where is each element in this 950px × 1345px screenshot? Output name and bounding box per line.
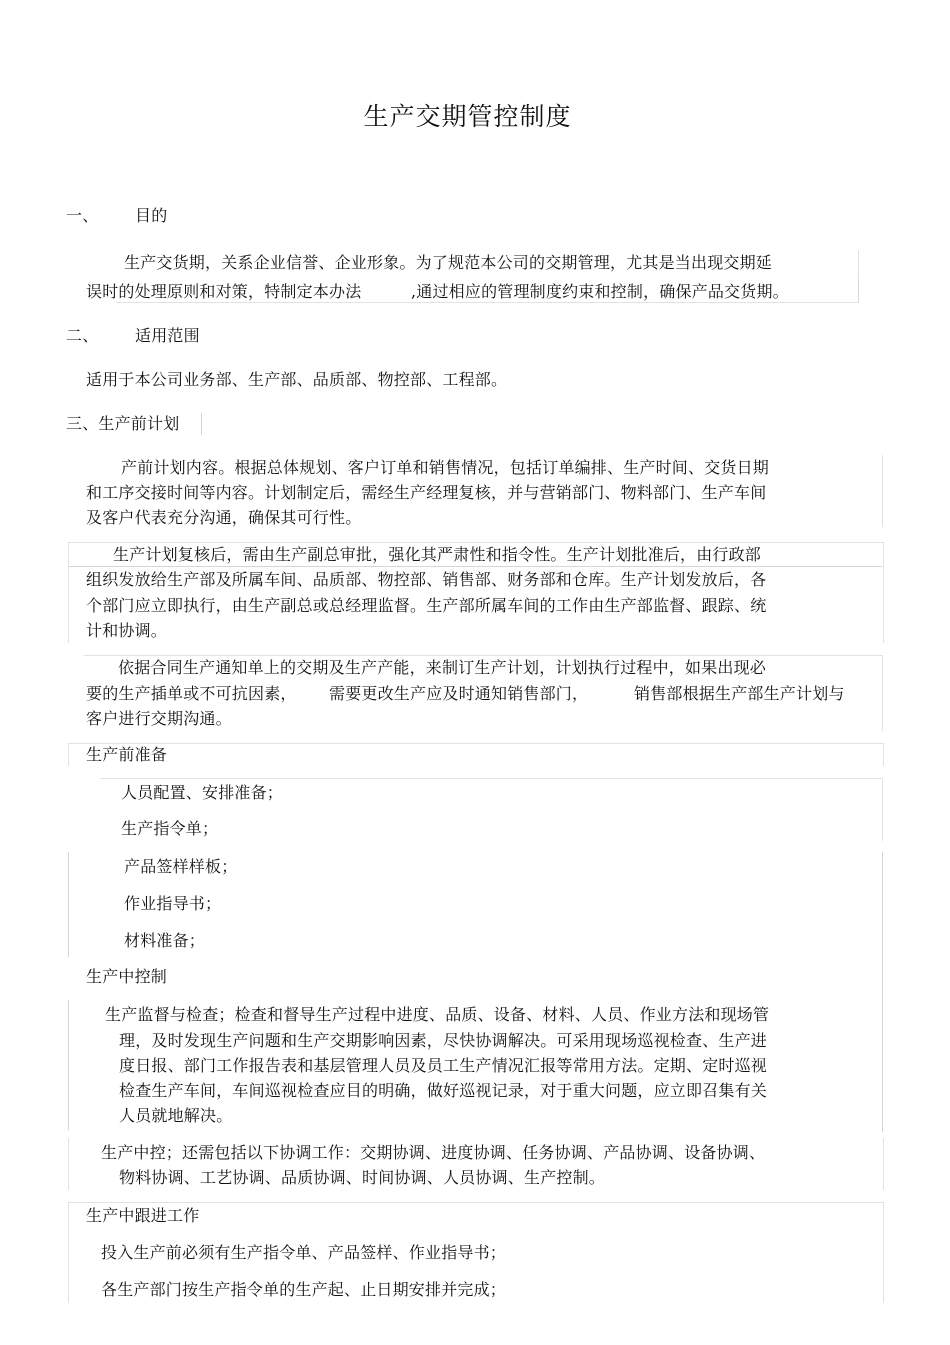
section-3-title: 三、生产前计划 xyxy=(66,414,180,433)
follow-title: 生产中跟进工作 xyxy=(86,1206,200,1225)
prep-item: 材料准备； xyxy=(124,931,206,950)
follow-item: 投入生产前必须有生产指令单、产品签样、作业指导书； xyxy=(101,1243,507,1262)
control-p2-line-1: 生产中控；还需包括以下协调工作：交期协调、进度协调、任务协调、产品协调、设备协调、 xyxy=(101,1143,766,1162)
control-p1-line-1: 生产监督与检查；检查和督导生产过程中进度、品质、设备、材料、人员、作业方法和现场管 xyxy=(105,1005,770,1024)
plan-p1-line-1: 产前计划内容。根据总体规划、客户订单和销售情况，包括订单编排、生产时间、交货日期 xyxy=(121,458,770,477)
control-p1-line-5: 人员就地解决。 xyxy=(119,1106,233,1125)
frame-prep xyxy=(68,743,884,766)
frame-line xyxy=(882,852,883,1132)
plan-p3-line-2b: 需要更改生产应及时通知销售部门， xyxy=(329,684,589,703)
plan-p1-line-2: 和工序交接时间等内容。计划制定后，需经生产经理复核，并与营销部门、物料部门、生产车间 xyxy=(86,483,767,502)
plan-p3-line-2c: 销售部根据生产部生产计划与 xyxy=(634,684,845,703)
plan-p2-line-1: 生产计划复核后，需由生产副总审批，强化其严肃性和指令性。生产计划批准后，由行政部 xyxy=(113,545,762,564)
purpose-line-1: 生产交货期，关系企业信誉、企业形象。为了规范本公司的交期管理，尤其是当出现交期延 xyxy=(124,253,773,272)
control-title: 生产中控制 xyxy=(86,967,168,986)
control-p1-line-3: 度日报、部门工作报告表和基层管理人员及员工生产情况汇报等常用方法。定期、定时巡视 xyxy=(119,1056,768,1075)
document-title: 生产交期管控制度 xyxy=(363,102,572,131)
purpose-line-2b: ,通过相应的管理制度约束和控制，确保产品交货期。 xyxy=(411,282,789,301)
section-1-number: 一、 xyxy=(66,206,99,225)
frame-line xyxy=(858,278,859,302)
plan-p2-line-3: 个部门应立即执行，由生产副总或总经理监督。生产部所属车间的工作由生产部监督、跟踪、统 xyxy=(86,596,767,615)
prep-item: 产品签样样板； xyxy=(124,857,238,876)
scope-text: 适用于本公司业务部、生产部、品质部、物控部、工程部。 xyxy=(86,370,508,389)
frame-line xyxy=(68,1000,69,1130)
follow-item: 各生产部门按生产指令单的生产起、止日期安排并完成； xyxy=(101,1280,507,1299)
frame-line xyxy=(68,852,69,957)
control-p1-line-4: 检查生产车间，车间巡视检查应目的明确，做好巡视记录，对于重大问题，应立即召集有关 xyxy=(119,1081,768,1100)
frame-line xyxy=(68,566,882,567)
control-p2-line-2: 物料协调、工艺协调、品质协调、时间协调、人员协调、生产控制。 xyxy=(119,1168,606,1187)
section-2-title: 适用范围 xyxy=(135,326,200,345)
control-p1-line-2: 理，及时发现生产问题和生产交期影响因素，尽快协调解决。可采用现场巡视检查、生产进 xyxy=(119,1031,768,1050)
frame-line xyxy=(201,413,202,435)
plan-p3-line-3: 客户进行交期沟通。 xyxy=(86,709,232,728)
plan-p2-line-2: 组织发放给生产部及所属车间、品质部、物控部、销售部、财务部和仓库。生产计划发放后，各 xyxy=(86,570,767,589)
prep-item: 人员配置、安排准备； xyxy=(121,783,284,802)
section-1-title: 目的 xyxy=(135,206,168,225)
plan-p2-line-4: 计和协调。 xyxy=(86,621,168,640)
prep-item: 生产指令单； xyxy=(121,819,219,838)
plan-p1-line-3: 及客户代表充分沟通，确保其可行性。 xyxy=(86,508,362,527)
prep-title: 生产前准备 xyxy=(86,745,168,764)
plan-p3-line-2a: 要的生产插单或不可抗因素， xyxy=(86,684,297,703)
plan-p3-line-1: 依据合同生产通知单上的交期及生产产能，来制订生产计划，计划执行过程中，如果出现必 xyxy=(118,658,767,677)
section-2-number: 二、 xyxy=(66,326,99,345)
prep-item: 作业指导书； xyxy=(124,894,222,913)
purpose-line-2a: 误时的处理原则和对策，特制定本办法 xyxy=(86,282,362,301)
